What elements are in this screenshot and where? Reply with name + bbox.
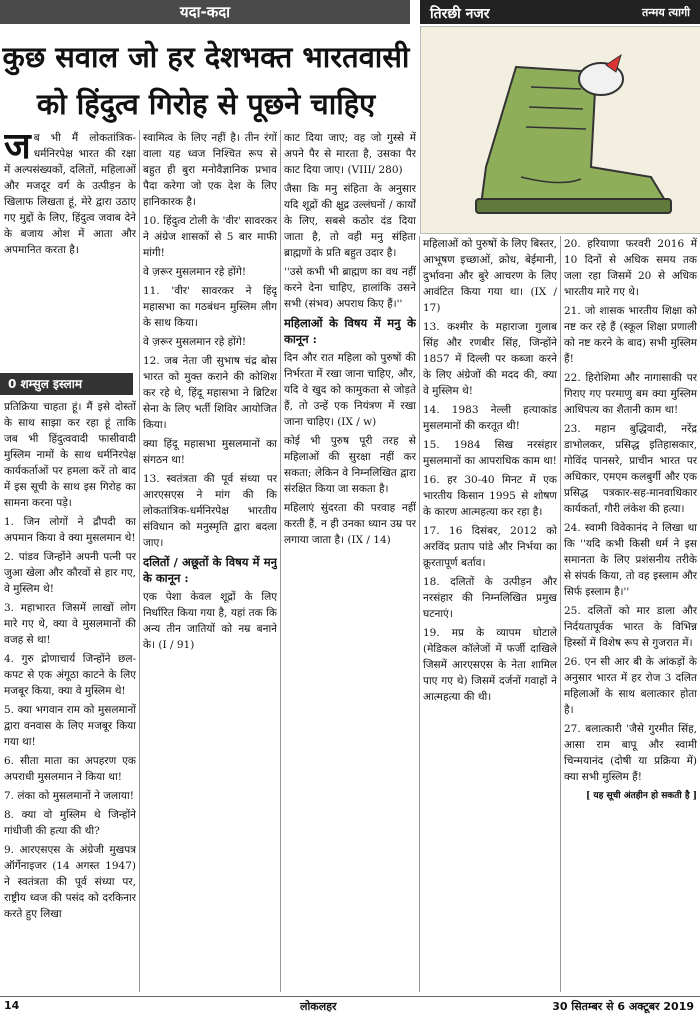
column-4 — [423, 236, 557, 992]
list-item: 25. दलितों को मार डाला और निर्दयतापूर्वक भारत के विभिन्न हिस्सों में विशेष रूप से गुजरात में। — [564, 605, 697, 649]
newspaper-name: लोकलहर — [300, 1000, 337, 1013]
column-1 — [4, 399, 136, 991]
column-divider — [560, 236, 561, 992]
list-item: वे ज़रूर मुसलमान रहे होंगे! — [143, 266, 247, 278]
list-item: 3. महाभारत जिसमें लाखों लोग मारे गए थे, क्या वे मुसलमानों की वजह से था! — [4, 602, 136, 646]
list-item: 13. कश्मीर के महाराजा गुलाब सिंह और रणबीर सिंह, जिन्होंने 1857 में दिल्ली पर कब्जा करने के लिए अंग्रेजों की मदद की, क्या वे मुस्लिम थे! — [423, 321, 557, 397]
cartoon-boot-image — [420, 26, 700, 234]
column-5 — [564, 236, 697, 992]
intro-text: ब भी मैं लोकतांत्रिक-धर्मनिरपेक्ष भारत की रक्षा में अल्पसंख्यकों, दलितों, महिलाओं और मजदूर वर्ग के उत्पीड़न के खिलाफ लिखता हूं, मेरे द्वारा उठाए गए मुद्दों के लिए, हिंदुत्व जवाब देने के बजाय ओश में आता और अपमानित करता है। — [4, 132, 136, 256]
list-item: 12. जब नेता जी सुभाष चंद्र बोस भारत को मुक्त कराने की कोशिश कर रहे थे, हिंदू महासभा ने ब्रिटिश सेना के लिए भर्ती शिविर आयोजित किया। — [143, 355, 277, 431]
author-byline: 0 शम्सुल इस्लाम — [0, 373, 133, 395]
paragraph: काट दिया जाए; वह जो गुस्से में अपने पैर से मारता है, उसका पैर काट दिया जाए। (VIII/ 280) — [284, 132, 416, 176]
list-item: 23. महान बुद्धिवादी, नरेंद्र डाभोलकर, प्रसिद्ध इतिहासकार, गोविंद पानसरे, प्राचीन भारत पर अधिकार, एमएम कलबुर्गी और एक प्रसिद्ध पत्रकार-सह-मानवाधिकार कार्यकर्ता, गौरी लंकेश की हत्या। — [564, 423, 697, 515]
list-item: क्या हिंदू महासभा मुसलमानों का संगठन था! — [143, 438, 277, 466]
paragraph: महिलाओं को पुरुषों के लिए बिस्तर, आभूषण इच्छाओं, क्रोध, बेईमानी, दुर्भावना और बुरे आचरण के लिए आवंटित किया गया था। (IX / 17) — [423, 238, 557, 314]
paragraph: एक पेशा केवल शूद्रों के लिए निर्धारित किया गया है, यहां तक कि अन्य तीन जातियों को नम्र बनाने के। (I / 91) — [143, 591, 277, 651]
cartoon-artist: तन्मय त्यागी — [641, 6, 690, 19]
cartoon-header — [420, 0, 700, 24]
list-item: 27. बलात्कारी 'जैसे गुरमीत सिंह, आसा राम बापू और स्वामी चिन्मयानंद (दोषी या प्रक्रिया में) क्या सभी मुस्लिम हैं! — [564, 723, 697, 783]
list-item: 16. हर 30-40 मिनट में एक भारतीय किसान 1995 से शोषण के कारण आत्महत्या कर रहा है। — [423, 474, 557, 518]
paragraph: महिलाएं सुंदरता की परवाह नहीं करती हैं, न ही उनका ध्यान उम्र पर लगाया जाता है। (IX / 14) — [284, 502, 416, 546]
list-item: 19. मप्र के व्यापम घोटाले (मेडिकल कॉलेजों में फर्जी दाखिले जिसमें आरएसएस के नेता शामिल पाए गए थे) जिसमें दर्जनों गवाहों ने आत्महत्या की थी। — [423, 627, 557, 703]
list-item: 10. हिंदुत्व टोली के 'वीर' सावरकर ने अंग्रेज शासकों से 5 बार माफी मांगी! — [143, 215, 277, 259]
list-item: 26. एन सी आर बी के आंकड़ों के अनुसार भारत में हर रोज 3 दलित महिलाओं के साथ बलात्कार होता है। — [564, 656, 697, 716]
list-item: 15. 1984 सिख नरसंहार मुसलमानों का आपराधिक काम था! — [423, 439, 557, 467]
paragraph: प्रतिक्रिया चाहता हूं। मैं इसे दोस्तों के साथ साझा कर रहा हूं ताकि जब भी हिंदुत्ववादी फासीवादी मुस्लिम नामों के साथ धर्मनिरपेक्ष कार्यकर्ताओं पर हमला करें तो बाद में इस सूची के साथ इस गिरोह का सामना करना पड़े। — [4, 401, 136, 509]
headline — [0, 34, 412, 128]
column-1-intro — [4, 130, 136, 370]
list-item: 22. हिरोशिमा और नागासाकी पर गिराए गए परमाणु बम क्या मुस्लिम आधिपत्य का शैतानी काम था! — [564, 372, 697, 416]
paragraph: जैसा कि मनु संहिता के अनुसार यदि शूद्रों की क्षुद्र उल्लंघनों / कार्यों के लिए, सबसे कठोर दंड दिया जाता है, तो वही मनु संहिता ब्राह्मणों के प्रति बहुत उदार है। — [284, 183, 416, 259]
headline-line-2: को हिंदुत्व गिरोह से पूछने चाहिए — [36, 87, 376, 121]
continuation-note: [ यह सूची अंतहीन हो सकती है ] — [585, 791, 697, 801]
list-item: वे ज़रूर मुसलमान रहे होंगे! — [143, 336, 247, 348]
column-divider — [280, 130, 281, 992]
list-item: 2. पांडव जिन्होंने अपनी पत्नी पर जुआ खेला और कौरवों से हार गए, वे मुस्लिम थे! — [4, 551, 136, 595]
headline-line-1: कुछ सवाल जो हर देशभक्त भारतवासी — [2, 40, 410, 74]
list-item: 7. लंका को मुसलमानों ने जलाया! — [4, 790, 134, 802]
page-number: 14 — [4, 999, 20, 1012]
list-item: 9. आरएसएस के अंग्रेजी मुखपत्र ऑर्गेनाइजर (14 अगस्त 1947) ने स्वतंत्रता की पूर्व संध्या पर, राष्ट्रीय ध्वज की पसंद को दरकिनार करते हुए लिखा — [4, 844, 136, 920]
list-item: 6. सीता माता का अपहरण एक अपराधी मुसलमान ने किया था! — [4, 755, 136, 783]
list-item: 24. स्वामी विवेकानंद ने लिखा था कि ''यदि कभी किसी धर्म ने इस समानता के लिए प्रशंसनीय तरीके से संपर्क किया, तो वह इस्लाम और सिर्फ इस्लाम है।'' — [564, 522, 697, 598]
boot-crushing-icon — [421, 27, 700, 233]
list-item: 1. जिन लोगों ने द्रौपदी का अपमान किया वे क्या मुसलमान थे! — [4, 516, 136, 544]
list-item: 21. जो शासक भारतीय शिक्षा को नष्ट कर रहे हैं (स्कूल शिक्षा प्रणाली को नष्ट करने के बाद) सभी मुस्लिम हैं! — [564, 305, 697, 365]
column-3 — [284, 130, 416, 992]
list-item: 8. क्या वो मुस्लिम थे जिन्होंने गांधीजी की हत्या की थी? — [4, 809, 136, 837]
column-divider — [139, 130, 140, 992]
section-banner: यदा-कदा — [0, 0, 410, 24]
list-item: 4. गुरु द्रोणाचार्य जिन्होंने छल-कपट से एक अंगूठा काटने के लिए मजबूर किया, क्या वे मुस्लिम थे! — [4, 653, 136, 697]
list-item: 13. स्वतंत्रता की पूर्व संध्या पर आरएसएस ने मांग की कि लोकतांत्रिक-धर्मनिरपेक्ष भारतीय संविधान को मनुस्मृति द्वारा बदला जाए। — [143, 473, 277, 549]
subheading: दलितों / अछूतों के विषय में मनु के कानून : — [143, 555, 277, 585]
column-2 — [143, 130, 277, 992]
list-item: 14. 1983 नेल्ली हत्याकांड मुसलमानों की करतूत थी! — [423, 404, 557, 432]
list-item: 18. दलितों के उत्पीड़न और नरसंहार की निम्नलिखित प्रमुख घटनाएं। — [423, 576, 557, 620]
list-item: 17. 16 दिसंबर, 2012 को अरविंद प्रताप पांडे और निर्भया का क्रूरतापूर्ण बर्ताव। — [423, 525, 557, 569]
subheading: महिलाओं के विषय में मनु के कानून : — [284, 316, 416, 346]
paragraph: कोई भी पुरुष पूरी तरह से महिलाओं की सुरक्षा नहीं कर सकता; लेकिन वे निम्नलिखित द्वारा संरक्षित किया जा सकता है। — [284, 435, 416, 495]
cartoon-title: तिरछी नजर — [430, 6, 490, 22]
drop-cap: ज — [4, 130, 31, 167]
column-divider — [419, 236, 420, 992]
list-item: 20. हरियाणा फरवरी 2016 में 10 दिनों से अधिक समय तक जला रहा जिसमें 20 से अधिक भारतीय मारे गए थे। — [564, 238, 697, 298]
list-item: 11. 'वीर' सावरकर ने हिंदू महासभा का गठबंधन मुस्लिम लीग के साथ किया। — [143, 285, 277, 329]
quote: ''उसे कभी भी ब्राह्मण का वध नहीं करने देना चाहिए, हालांकि उसने सभी (संभव) अपराध किए हैं।'' — [284, 266, 416, 310]
page-footer — [0, 996, 700, 1014]
paragraph: स्वामित्व के लिए नहीं है। तीन रंगों वाला यह ध्वज निश्चित रूप से बहुत ही बुरा मनोवैज्ञानिक प्रभाव पैदा करेगा जो एक देश के लिए हानिकारक है। — [143, 132, 277, 208]
issue-date: 30 सितम्बर से 6 अक्टूबर 2019 — [552, 1000, 694, 1013]
list-item: 5. क्या भगवान राम को मुसलमानों द्वारा वनवास के लिए मजबूर किया गया था! — [4, 704, 136, 748]
paragraph: दिन और रात महिला को पुरुषों की निर्भरता में रखा जाना चाहिए, और, यदि वे खुद को कामुकता से जोड़ते हैं, तो उन्हें एक नियंत्रण में रखा जाना चाहिए। (IX / w) — [284, 352, 416, 428]
